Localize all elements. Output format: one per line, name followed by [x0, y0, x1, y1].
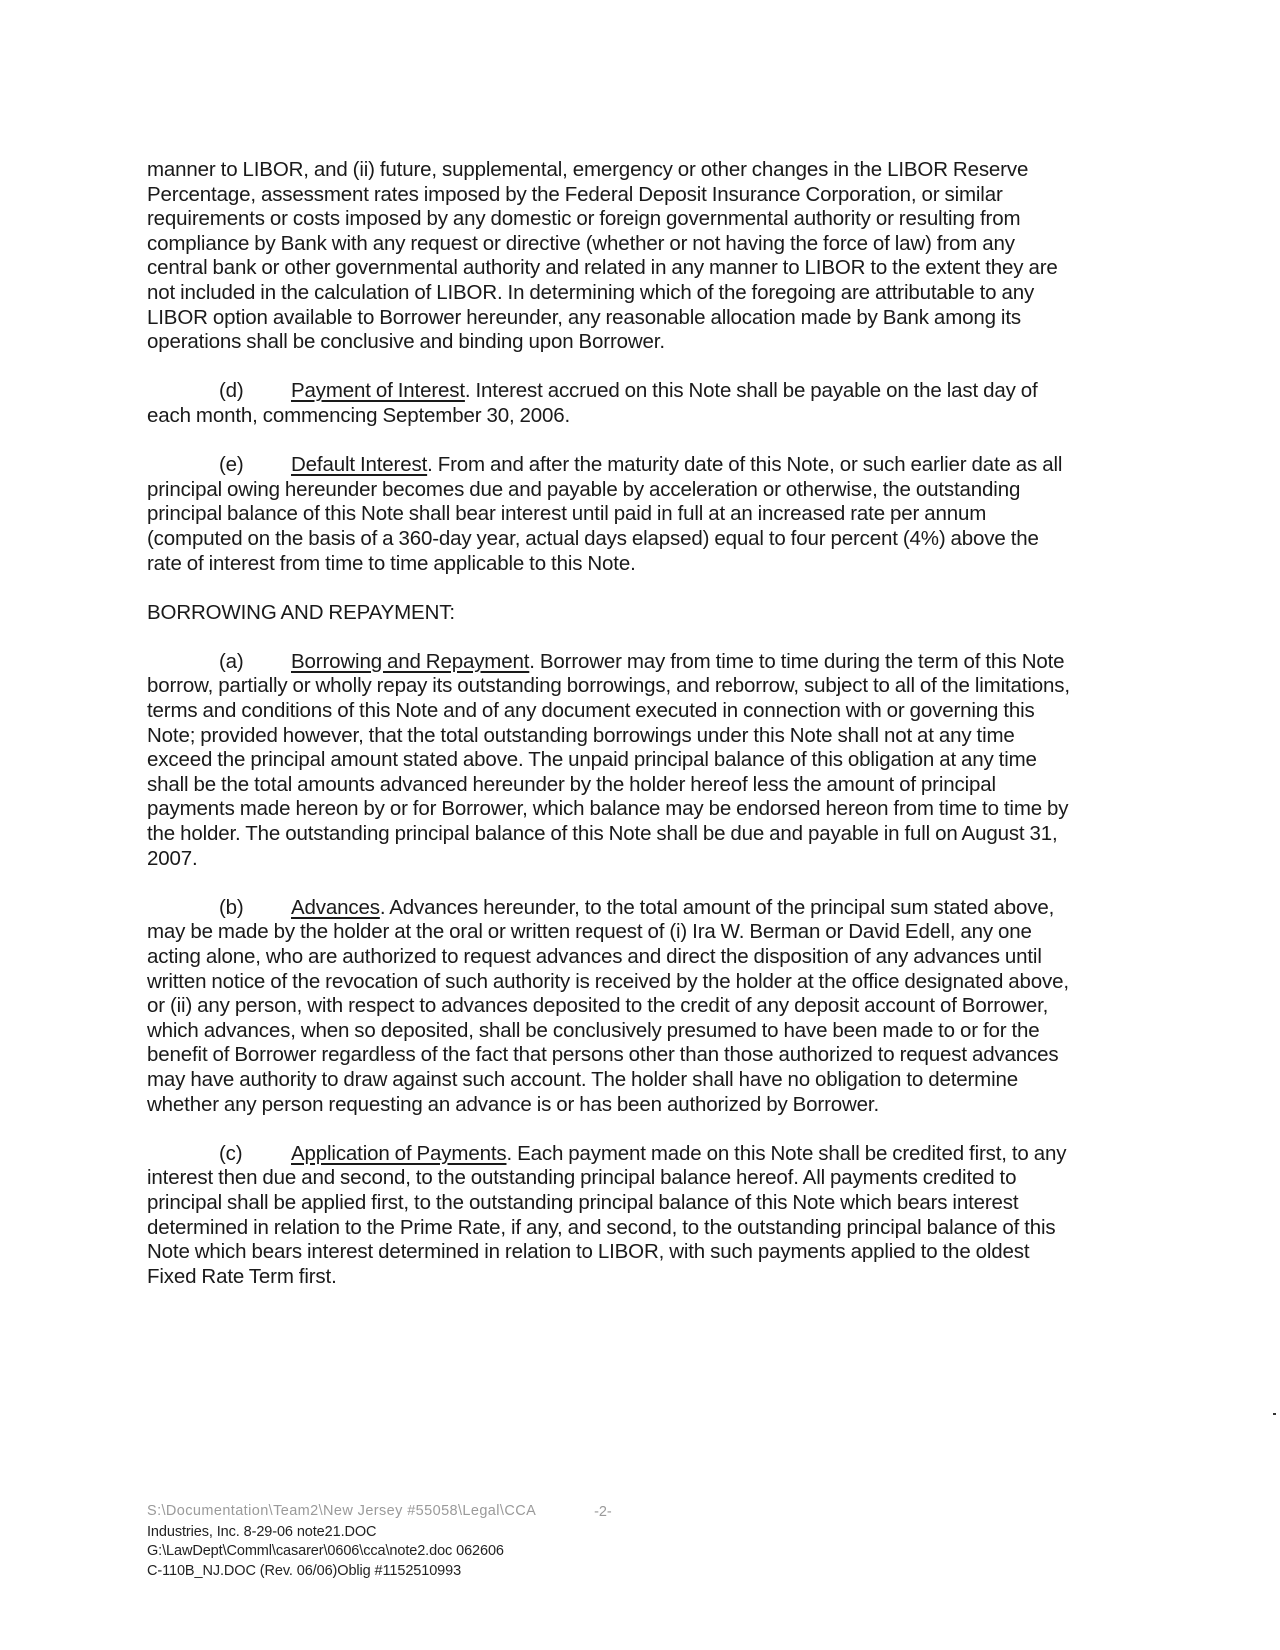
page-number: -2-	[594, 1504, 612, 1520]
document-footer	[147, 1503, 612, 1581]
clause-text: . Each payment made on this Note shall be credited first, to any interest then due and second, to the outstanding principal balance hereof. All payments credited to principal shall be applied first, to the outstanding principal balance of this Note which bears interest determined in relation to the Prime Rate, if any, and second, to the outstanding principal balance of this Note which bears interest determined in relation to LIBOR, with such payments applied to the oldest Fixed Rate Term first.	[147, 1141, 1067, 1288]
clause-default-interest	[147, 453, 1075, 576]
clause-heading: Advances	[291, 895, 380, 919]
footer-line-4: C-110B_NJ.DOC (Rev. 06/06)Oblig #1152510993	[147, 1562, 462, 1579]
clause-text: . Interest accrued on this Note shall be payable on the last day of each month, commencing September 30, 2006.	[147, 379, 1038, 427]
clause-heading: Borrowing and Repayment	[291, 649, 530, 673]
clause-heading: Default Interest	[291, 453, 428, 477]
continuation-paragraph: manner to LIBOR, and (ii) future, supplemental, emergency or other changes in the LIBOR Reserve Percentage, assessment rates imposed by the Federal Deposit Insurance Corporation, or similar requirements or costs imposed by any domestic or foreign governmental authority or resulting from compliance by Bank with any request or directive (whether or not having the force of law) from any central bank or other governmental authority and related in any manner to LIBOR to the extent they are not included in the calculation of LIBOR. In determining which of the foregoing are attributable to any LIBOR option available to Borrower hereunder, any reasonable allocation made by Bank among its operations shall be conclusive and binding upon Borrower.	[147, 158, 1058, 354]
footer-line-3: G:\LawDept\Comml\casarer\0606\cca\note2.doc 062606	[147, 1543, 504, 1559]
clause-marker: (a)	[219, 649, 244, 673]
section-title-borrowing-and-repayment: BORROWING AND REPAYMENT:	[147, 600, 455, 624]
clause-borrowing-and-repayment	[147, 650, 1075, 871]
clause-marker: (d)	[219, 379, 244, 403]
clause-text: . Borrower may from time to time during the term of this Note borrow, partially or wholly repay its outstanding borrowings, and reborrow, subject to all of the limitations, terms and conditions of this Note and of any document executed in connection with or governing this Note; provided however, that the total outstanding borrowings under this Note shall not at any time exceed the principal amount stated above. The unpaid principal balance of this obligation at any time shall be the total amounts advanced hereunder by the holder hereof less the amount of principal payments made hereon by or for Borrower, which balance may be endorsed hereon from time to time by the holder. The outstanding principal balance of this Note shall be due and payable in full on August 31, 2007.	[147, 649, 1070, 870]
clause-text: . Advances hereunder, to the total amount of the principal sum stated above, may be made by the holder at the oral or written request of (i) Ira W. Berman or David Edell, any one acting alone, who are authorized to request advances and direct the disposition of any advances until written notice of the revocation of such authority is received by the holder at the office designated above, or (ii) any person, with respect to advances deposited to the credit of any deposit account of Borrower, which advances, when so deposited, shall be conclusively presumed to have been made to or for the benefit of Borrower regardless of the fact that persons other than those authorized to request advances may have authority to draw against such account. The holder shall have no obligation to determine whether any person requesting an advance is or has been authorized by Borrower.	[147, 895, 1069, 1116]
clause-advances	[147, 896, 1075, 1117]
clause-text: . From and after the maturity date of this Note, or such earlier date as all principal owing hereunder becomes due and payable by acceleration or otherwise, the outstanding principal balance of this Note shall bear interest until paid in full at an increased rate per annum (computed on the basis of a 360-day year, actual days elapsed) equal to four percent (4%) above the rate of interest from time to time applicable to this Note.	[147, 453, 1063, 575]
footer-path: S:\Documentation\Team2\New Jersey #55058\Legal\CCA	[147, 1503, 537, 1519]
clause-marker: (e)	[219, 453, 244, 477]
scan-artifact-mark	[1273, 1413, 1276, 1415]
clause-marker: (c)	[219, 1141, 243, 1165]
clause-heading: Payment of Interest	[291, 379, 465, 403]
document-body	[147, 158, 1075, 1314]
clause-payment-of-interest	[147, 379, 1075, 428]
clause-application-of-payments	[147, 1142, 1075, 1290]
footer-line-1	[147, 1503, 612, 1523]
footer-line-2: Industries, Inc. 8-29-06 note21.DOC	[147, 1523, 377, 1540]
clause-marker: (b)	[219, 895, 244, 919]
clause-heading: Application of Payments	[291, 1141, 507, 1165]
